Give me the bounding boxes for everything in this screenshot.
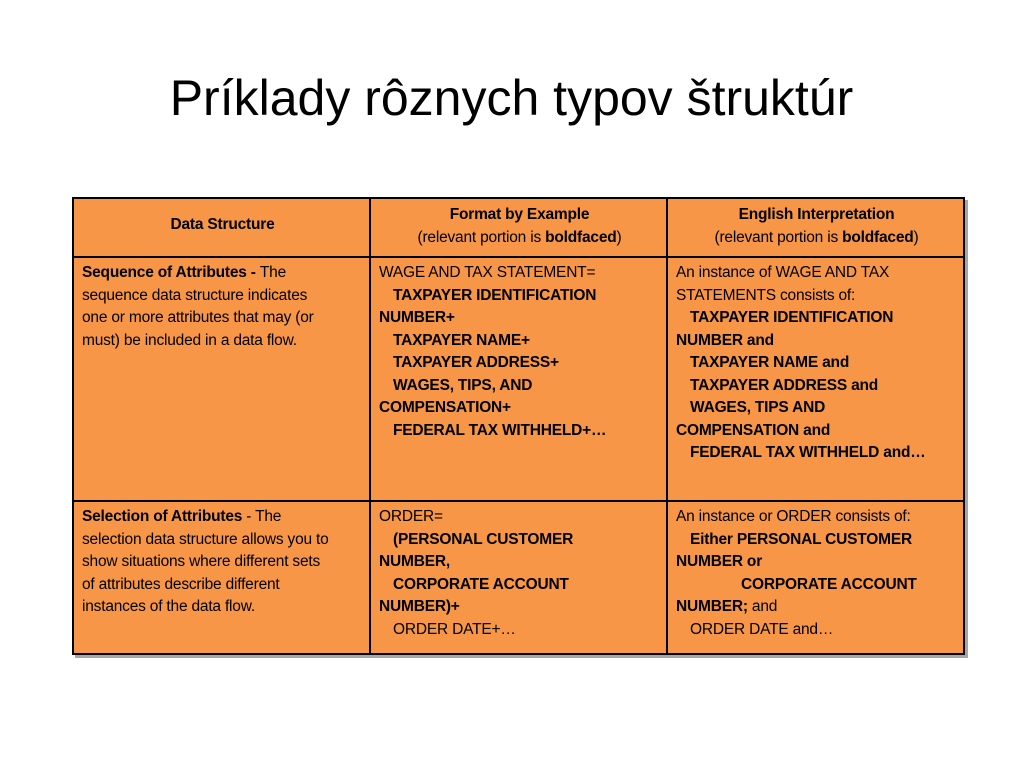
sequence-name-sep: - (246, 264, 260, 281)
sequence-format-line: COMPENSATION+ (379, 399, 511, 416)
table-header-row (73, 198, 964, 257)
data-structures-table (72, 197, 965, 655)
header-english-sub-bold: boldfaced (842, 228, 914, 246)
sequence-format-line: TAXPAYER ADDRESS+ (393, 354, 559, 371)
sequence-english-line: TAXPAYER ADDRESS and (690, 376, 879, 394)
sequence-format-line: FEDERAL TAX WITHHELD+… (393, 421, 607, 439)
sequence-english-cell (667, 257, 964, 501)
selection-format-line: CORPORATE ACCOUNT (393, 575, 569, 593)
selection-name: Selection of Attributes (82, 508, 243, 525)
selection-desc-line: show situations where different sets (82, 553, 321, 570)
selection-english-line (676, 596, 957, 619)
selection-english-and: and (747, 598, 778, 615)
sequence-description-cell (73, 257, 370, 501)
header-format-title (379, 204, 660, 227)
header-english-title-text: English Interpretation (738, 206, 895, 223)
sequence-desc-line (82, 262, 363, 285)
sequence-format-head: WAGE AND TAX STATEMENT= (379, 264, 596, 281)
header-format-title-text: Format by Example (449, 206, 590, 223)
selection-desc-line: of attributes describe different (82, 575, 280, 593)
selection-name-sep: - (242, 508, 256, 525)
header-english-sub-post: ) (913, 228, 919, 246)
selection-desc-line (82, 506, 363, 529)
sequence-english-line: FEDERAL TAX WITHHELD and… (690, 444, 926, 461)
header-english-subtitle (676, 227, 957, 250)
sequence-english-head: An instance of WAGE AND TAX (676, 264, 890, 281)
sequence-desc-text: The (259, 264, 286, 281)
sequence-format-line: WAGES, TIPS, AND (393, 376, 533, 394)
header-data-structure (73, 198, 370, 257)
selection-format-line: NUMBER, (379, 553, 450, 570)
sequence-english-line: TAXPAYER IDENTIFICATION (690, 309, 894, 326)
selection-english-line: CORPORATE ACCOUNT (741, 575, 917, 593)
selection-english-line: NUMBER or (676, 553, 763, 570)
header-format-subtitle (379, 227, 660, 250)
header-data-structure-label: Data Structure (170, 216, 275, 234)
header-format-sub-post: ) (616, 228, 622, 246)
selection-format-line: NUMBER)+ (379, 598, 460, 615)
header-english-sub-pre: (relevant portion is (714, 228, 843, 246)
sequence-english-line: COMPENSATION and (676, 421, 831, 439)
header-format-sub-pre: (relevant portion is (417, 228, 546, 246)
table-row-sequence (73, 257, 964, 501)
sequence-english-line: WAGES, TIPS AND (690, 399, 826, 416)
selection-english-head: An instance or ORDER consists of: (676, 508, 911, 525)
selection-desc-text: The (255, 508, 282, 525)
selection-english-line: Either PERSONAL CUSTOMER (690, 530, 912, 548)
sequence-format-cell (370, 257, 667, 501)
selection-english-number: NUMBER; (676, 598, 748, 615)
header-english-title (676, 204, 957, 227)
selection-english-cell (667, 501, 964, 654)
sequence-format-line: NUMBER+ (379, 309, 455, 326)
selection-desc-line: selection data structure allows you to (82, 530, 329, 548)
selection-format-head: ORDER= (379, 508, 443, 525)
selection-desc-line: instances of the data flow. (82, 598, 255, 615)
sequence-format-line: TAXPAYER NAME+ (393, 331, 530, 349)
table-row-selection (73, 501, 964, 654)
selection-format-cell (370, 501, 667, 654)
sequence-desc-line: one or more attributes that may (or (82, 309, 314, 326)
sequence-format-line: TAXPAYER IDENTIFICATION (393, 286, 597, 304)
header-english-interpretation (667, 198, 964, 257)
sequence-english-line: TAXPAYER NAME and (690, 354, 850, 371)
sequence-english-line: NUMBER and (676, 331, 774, 349)
selection-description-cell (73, 501, 370, 654)
selection-format-tail: ORDER DATE+… (393, 620, 516, 638)
sequence-name: Sequence of Attributes (82, 264, 247, 281)
sequence-desc-line: sequence data structure indicates (82, 286, 308, 304)
selection-format-line: (PERSONAL CUSTOMER (393, 530, 574, 548)
header-format-by-example (370, 198, 667, 257)
slide-title: Príklady rôznych typov štruktúr (169, 70, 854, 126)
sequence-desc-line: must) be included in a data flow. (82, 331, 297, 349)
selection-english-tail: ORDER DATE and… (690, 620, 834, 638)
header-format-sub-bold: boldfaced (545, 228, 617, 246)
sequence-english-head: STATEMENTS consists of: (676, 286, 856, 304)
